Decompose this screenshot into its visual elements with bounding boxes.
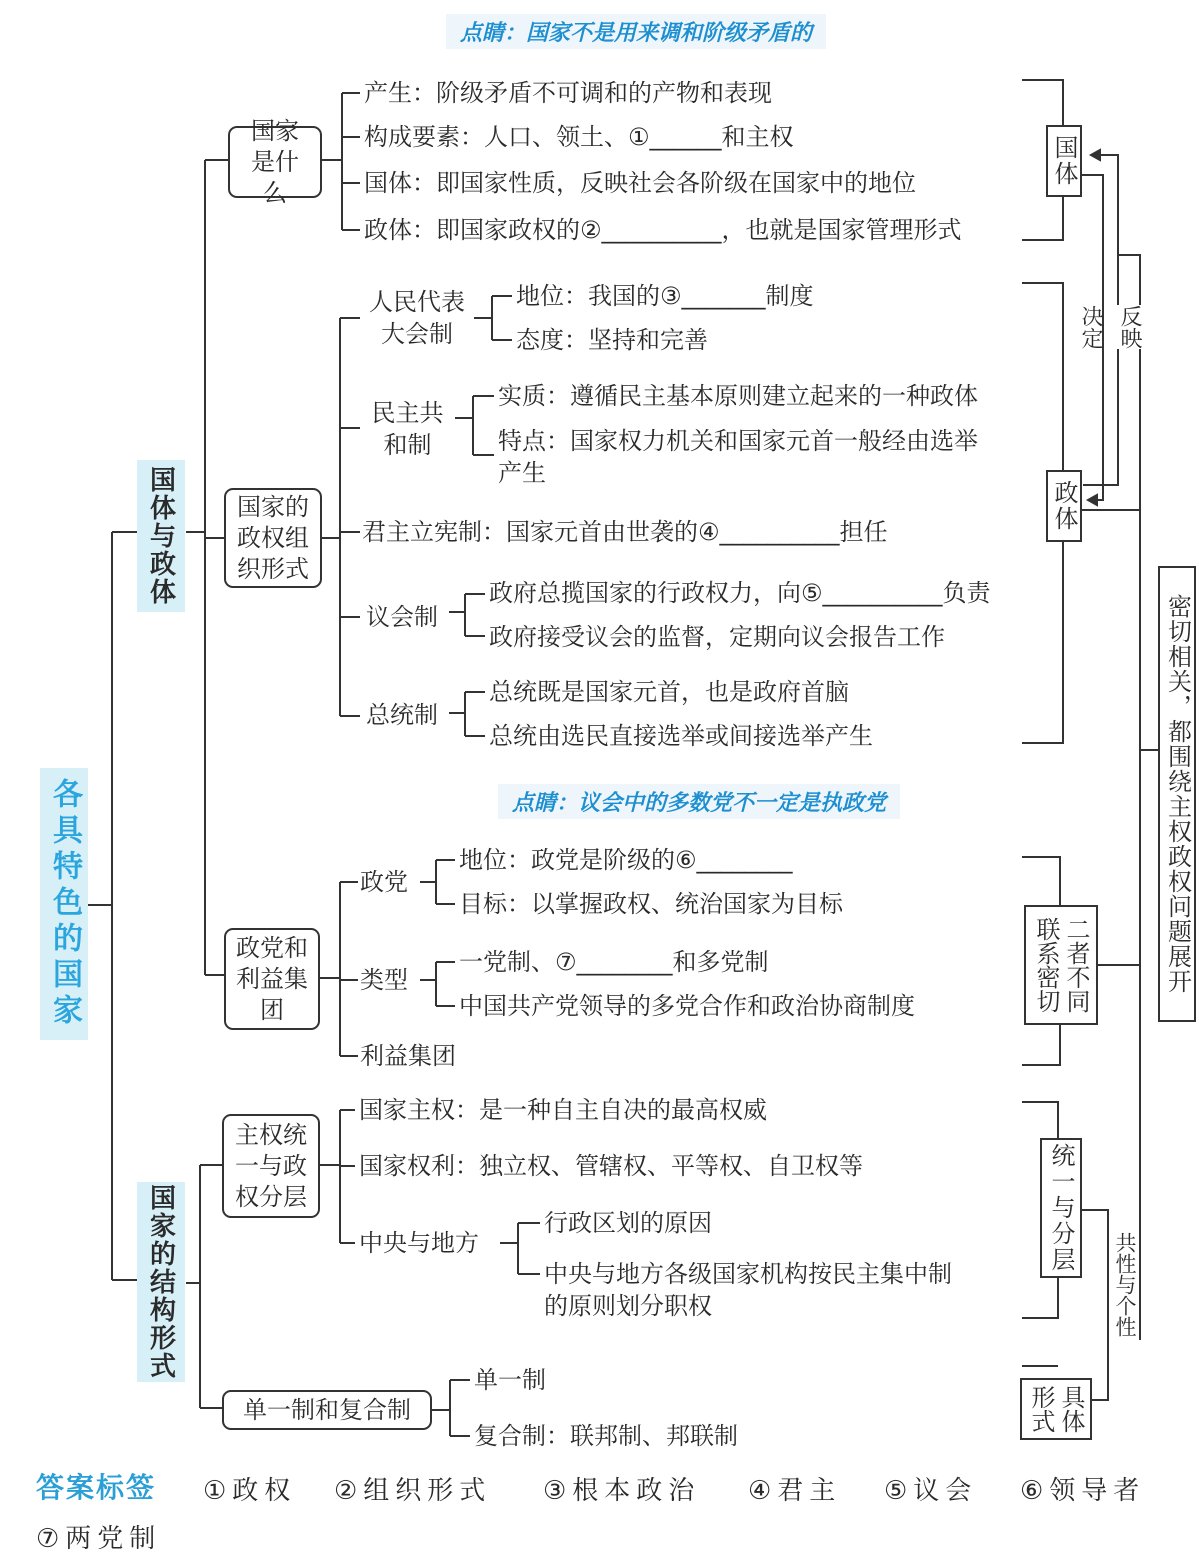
node-interest-groups: 利益集团 [360,1042,456,1070]
item-dem-essence: 实质：遵循民主基本原则建立起来的一种政体 [498,382,978,410]
node-central-local: 中央与地方 [359,1229,479,1257]
item-guoti: 国体：即国家性质，反映社会各阶级在国家中的地位 [364,169,916,197]
item-zhengti: 政体：即国家政权的②__________，也就是国家管理形式 [364,216,962,244]
label-guoti: 国体 [1046,125,1082,197]
item-compound: 复合制：联邦制、邦联制 [474,1422,738,1450]
item-parl-2: 政府接受议会的监督，定期向议会报告工作 [489,623,945,651]
item-pres-1: 总统既是国家元首，也是政府首脑 [489,678,849,706]
node-party-types: 类型 [360,966,408,994]
answer-1: ①政权 [203,1476,297,1506]
item-division-principle-cont: 的原则划分职权 [544,1292,712,1320]
item-party-goal: 目标：以掌握政权、统治国家为目标 [459,890,843,918]
item-pres-2: 总统由选民直接选举或间接选举产生 [489,722,873,750]
item-origin: 产生：阶级矛盾不可调和的产物和表现 [364,79,772,107]
answer-2: ②组织形式 [334,1476,492,1506]
answer-5: ⑤议会 [884,1476,978,1506]
item-elements: 构成要素：人口、领土、①______和主权 [364,123,794,151]
topic-regime-organization: 国家的政权组织形式 [224,488,322,588]
answer-7: ⑦两党制 [36,1524,162,1554]
item-sovereignty: 国家主权：是一种自主自决的最高权威 [359,1096,767,1124]
item-division-principle: 中央与地方各级国家机构按民主集中制 [544,1260,952,1288]
node-npc-system: 人民代表大会制 [360,284,474,352]
label-commonality-individuality: 共性与个性 [1113,1232,1137,1337]
topic-what-is-state: 国家是什么 [228,126,322,198]
item-dem-feature-cont: 产生 [498,459,546,487]
topic-unitary-and-compound: 单一制和复合制 [222,1390,432,1430]
item-parl-1: 政府总揽国家的行政权力，向⑤__________负责 [489,579,991,607]
item-constitutional-monarchy: 君主立宪制：国家元首由世袭的④__________担任 [362,518,888,546]
item-unitary: 单一制 [474,1366,546,1394]
item-division-reason: 行政区划的原因 [544,1209,712,1237]
label-reflects: 反映 [1117,305,1142,349]
item-npc-attitude: 态度：坚持和完善 [516,326,708,354]
label-closely-related: 密切相关，都围绕主权政权问题展开 [1158,566,1196,1022]
item-npc-status: 地位：我国的③_______制度 [516,282,814,310]
item-state-rights: 国家权利：独立权、管辖权、平等权、自卫权等 [359,1152,863,1180]
item-dem-feature: 特点：国家权力机关和国家元首一般经由选举 [498,427,978,455]
item-party-type-1: 一党制、⑦________和多党制 [459,948,769,976]
label-zhengti: 政体 [1046,470,1082,542]
root-title: 各具特色的国家 [40,768,88,1040]
hint-top: 点睛：国家不是用来调和阶级矛盾的 [446,14,826,49]
label-determines: 决定 [1078,305,1103,349]
label-different-but-related: 二者不同 联系密切 [1024,905,1098,1025]
group-state-structure: 国家的结构形式 [137,1182,185,1382]
node-parliamentary: 议会制 [366,603,438,631]
answer-3: ③根本政治 [543,1476,701,1506]
label-concrete-forms: 具体形式 [1020,1378,1092,1440]
node-presidential: 总统制 [366,701,438,729]
answer-label: 答案标签 [36,1471,157,1504]
answer-6: ⑥领导者 [1020,1476,1146,1506]
node-party: 政党 [360,868,408,896]
topic-parties-and-interest-groups: 政党和利益集团 [224,928,320,1030]
group-state-and-regime: 国体与政体 [137,460,185,612]
answer-4: ④君主 [748,1476,842,1506]
item-party-type-2: 中国共产党领导的多党合作和政治协商制度 [459,992,915,1020]
label-unity-and-layers: 统一与分层 [1040,1138,1082,1278]
topic-sovereignty-and-layers: 主权统一与政权分层 [222,1114,320,1218]
hint-middle: 点睛：议会中的多数党不一定是执政党 [498,784,900,819]
node-democratic-republic: 民主共和制 [360,396,455,462]
item-party-status: 地位：政党是阶级的⑥________ [459,846,793,874]
